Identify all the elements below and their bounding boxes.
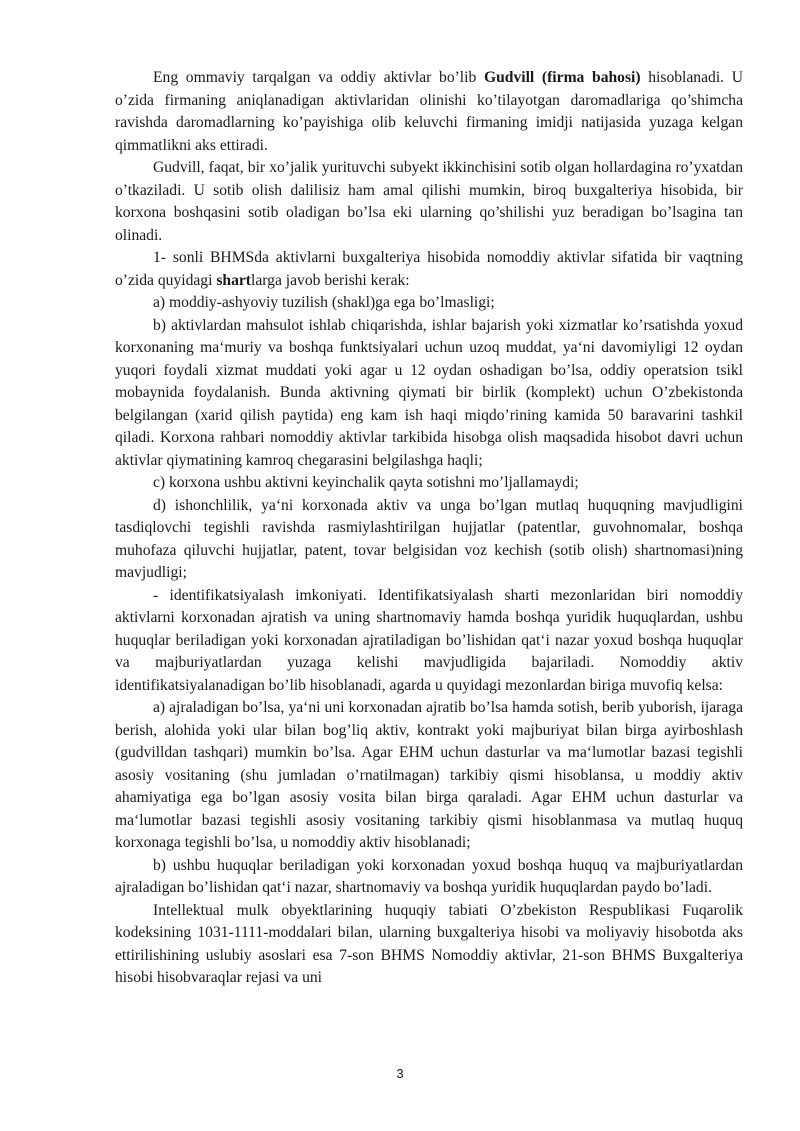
paragraph-intellectual-property: Intellektual mulk obyektlarining huquqiy tabiati O’zbekiston Respublikasi Fuqarolik kodeksining 1031-1111-moddalari bilan, ularning buxgalteriya hisobi va moliyaviy hisobotda aks ettirilishining uslubiy asoslari esa 7-son BHMS Nomoddiy aktivlar, 21-son BHMS Buxgalteriya hisobi hisobvaraqlar rejasi va uni <box>115 901 743 986</box>
criteria-item-a: a) ajraladigan bo’lsa, ya‘ni uni korxonadan ajratib bo’lsa hamda sotish, berib yuborish, ijaraga berish, alohida yoki ular bilan bog’liq aktiv, kontrakt yoki majburiyat bilan birga ayirboshlash (gudvilldan tashqari) mumkin bo’lsa. Agar EHM uchun dasturlar va ma‘lumotlar bazasi tegishli asosiy vositaning (shu jumladan o’rnatilmagan) tarkibiy qismi hisoblansa, u moddiy aktiv ahamiyatiga ega bo’lgan asosiy vosita bilan birga qaraladi. Agar EHM uchun dasturlar va ma‘lumotlar bazasi tegishli asosiy vositaning tarkibiy qismi hisoblanmasa va mutlaq huquq korxonaga tegishli bo’lsa, u nomoddiy aktiv hisoblanadi; <box>115 699 743 851</box>
list-item-identification: - identifikatsiyalash imkoniyati. Identifikatsiyalash sharti mezonlaridan biri nomoddiy aktivlarni korxonadan ajratish va uning shartnomaviy hamda boshqa yuridik huquqlardan, ushbu huquqlar beriladigan yoki korxonadan ajratiladigan bo’lishidan qat‘i nazar yoxud boshqa huquqlar va majburiyatlardan yuzaga kelishi mavjudligida bajariladi. Nomoddiy aktiv identifikatsiyalanadigan bo’lib hisoblanadi, agarda u quyidagi mezonlardan biriga muvofiq kelsa: <box>115 586 743 694</box>
body-text <box>115 67 743 990</box>
paragraph-goodwill-definition <box>115 67 743 157</box>
page-number: 3 <box>396 1066 404 1081</box>
paragraph-goodwill-registration: Gudvill, faqat, bir xo’jalik yurituvchi subyekt ikkinchisini sotib olgan hollardagina ro’yxatdan o’tkaziladi. U sotib olish dalilisiz ham amal qilishi mumkin, biroq buxgalteriya hisobida, bir korxona boshqasini sotib oladigan bo’lsa eki ularning qo’shilishi yuz beradigan bo’lsagina tan olinadi. <box>115 159 743 244</box>
list-item-b: b) aktivlardan mahsulot ishlab chiqarishda, ishlar bajarish yoki xizmatlar ko’rsatishda yoxud korxonaning ma‘muriy va boshqa funktsiyalari uchun uzoq muddat, ya‘ni davomiyligi 12 oydan yuqori foydali xizmat muddati yoki agar u 12 oydan oshadigan bo’lsa, oddiy operatsion tsikl mobaynida foydalanish. Bunda aktivning qiymati bir birlik (komplekt) uchun O’zbekistonda belgilangan (xarid qilish paytida) eng kam ish haqi miqdo’rining kamida 50 baravarini tashkil qiladi. Korxona rahbari nomoddiy aktivlar tarkibida hisobga olish maqsadida hisobot davri uchun aktivlar qiymatining kamroq chegarasini belgilashga haqli; <box>115 316 743 469</box>
list-item-d: d) ishonchlilik, ya‘ni korxonada aktiv va unga bo’lgan mutlaq huquqning mavjudligini tasdiqlovchi tegishli ravishda rasmiylashtirilgan hujjatlar (patentlar, guvohnomalar, boshqa muhofaza qiluvchi hujjatlar, patent, tovar belgisidan voz kechish (sotib olish) shartnomasi)ning mavjudligi; <box>115 496 743 581</box>
bold-term-goodwill: Gudvill (firma bahosi) <box>483 69 641 86</box>
paragraph-text: Eng ommaviy tarqalgan va oddiy aktivlar bo’lib <box>153 69 484 86</box>
bold-term-shart: shart <box>216 271 251 289</box>
paragraph-text: hisoblanadi. U o’zida firmaning aniqlanadigan aktivlaridan olinishi ko’tilayotgan daromadlariga qo’shimcha ravishda daromadlarning ko’payishiga olib keluvchi firmaning imidji natijasida yuzaga kelgan qimmatlikni aks ettiradi. <box>115 69 744 154</box>
criteria-item-b: b) ushbu huquqlar beriladigan yoki korxonadan yoxud boshqa huquq va majburiyatlardan ajraladigan bo’lishidan qat‘i nazar, shartnomaviy va boshqa yuridik huquqlardan paydo bo’ladi. <box>115 856 743 896</box>
paragraph-text: larga javob berishi kerak: <box>251 271 410 289</box>
list-item-c: c) korxona ushbu aktivni keyinchalik qayta sotishni mo’ljallamaydi; <box>153 474 579 491</box>
paragraph-text: 1- sonli BHMSda aktivlarni buxgalteriya hisobida nomoddiy aktivlar sifatida bir vaqtning o’zida quyidagi <box>115 249 743 289</box>
paragraph-bhms-conditions <box>115 247 743 292</box>
list-item-a: a) moddiy-ashyoviy tuzilish (shakl)ga ega bo’lmasligi; <box>153 294 495 311</box>
